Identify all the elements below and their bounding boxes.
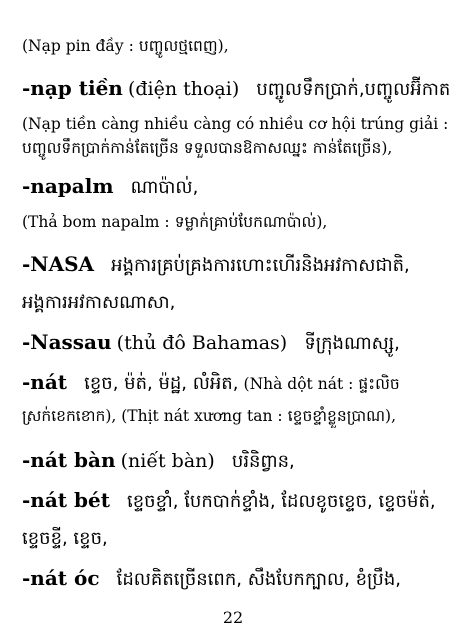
entry-nassau — [22, 330, 452, 358]
entry-napalm — [22, 174, 452, 202]
headword-gloss: (thủ đô Bahamas) — [116, 332, 288, 354]
page-number: 22 — [222, 608, 244, 627]
khmer-definition: ខ្ទេចខ្ទាំ, បែកបាក់ខ្ទាំង, ដែលខូចខ្ទេច, ខ្ទេចម៉ត់, — [127, 491, 436, 512]
khmer-translation: ផ្ទះលិច — [358, 375, 400, 393]
entry-line-1 — [22, 36, 452, 59]
khmer-definition: ខ្ទេច, ម៉ត់, ម៉ដ្ឋ, លំអិត, — [84, 373, 239, 394]
entry-nasa — [22, 252, 452, 280]
vietnamese-example: (Nhà dột nát : — [243, 375, 354, 393]
khmer-definition: អង្គការគ្រប់គ្រងការហោះហើរនិងអវកាសជាតិ, — [111, 255, 410, 276]
headword: -nát óc — [22, 566, 100, 590]
headword: -nát bàn — [22, 448, 116, 472]
entry-line-3 — [22, 114, 452, 133]
khmer-definition: អង្គការអវកាសណាសា, — [22, 292, 176, 313]
entry-nat — [22, 370, 452, 398]
entry-line-6 — [22, 212, 452, 235]
headword: -napalm — [22, 174, 114, 198]
vietnamese-example: (Nạp tiền càng nhiều càng có nhiều cơ hội trúng giải : — [22, 115, 449, 133]
entry-nat-ban — [22, 448, 452, 476]
khmer-definition: ដែលគិតច្រើនពេក, សឹងបែកក្បាល, ខំប្រឹង, — [116, 569, 401, 590]
khmer-translation-2: ខ្ទេចខ្ទាំខ្លួនប្រាណ — [287, 407, 386, 425]
khmer-translation: ស្រក់ខេកខោក — [22, 407, 106, 425]
vietnamese-example: (Nạp pin đầy : — [22, 37, 134, 55]
entry-line-8 — [22, 290, 452, 317]
punctuation: ), — [217, 37, 229, 55]
headword: -nát bét — [22, 488, 110, 512]
vietnamese-example: ), (Thịt nát xương tan : — [105, 407, 283, 425]
headword: -nát — [22, 370, 68, 394]
headword-gloss: (niết bàn) — [120, 450, 215, 472]
punctuation: ), — [381, 139, 393, 157]
entry-line-4 — [22, 138, 452, 161]
headword: -Nassau — [22, 330, 112, 354]
entry-nat-oc — [22, 566, 452, 594]
khmer-translation: បញ្ចូលទឹកប្រាក់កាន់តែច្រើន ទទួលបានឱកាសឈ្នះ កាន់តែច្រើន — [22, 139, 382, 157]
khmer-definition: ទីក្រុងណាស្សូ, — [304, 333, 400, 354]
headword-gloss: (điện thoại) — [127, 78, 240, 100]
khmer-definition: ណាប៉ាល់, — [130, 177, 199, 198]
khmer-translation: ទម្លាក់គ្រាប់បែកណាប៉ាល់ — [174, 213, 317, 231]
punctuation: ), — [316, 213, 328, 231]
entry-line-11 — [22, 406, 452, 429]
headword: -nạp tiền — [22, 76, 123, 100]
khmer-definition: បរិនិព្វាន, — [231, 451, 295, 472]
headword: -NASA — [22, 252, 95, 276]
entry-line-14 — [22, 526, 452, 553]
vietnamese-example: (Thả bom napalm : — [22, 213, 170, 231]
entry-nat-bet — [22, 488, 452, 516]
khmer-definition: បញ្ចូលទឹកប្រាក់,បញ្ចូលអ៊ីកាត — [256, 79, 451, 100]
khmer-definition: ខ្ទេចខ្ទី, ខ្ទេច, — [22, 528, 108, 549]
punctuation: ), — [385, 407, 397, 425]
khmer-translation: បញ្ចូលថ្មពេញ — [138, 37, 218, 55]
entry-nap-tien — [22, 76, 452, 104]
